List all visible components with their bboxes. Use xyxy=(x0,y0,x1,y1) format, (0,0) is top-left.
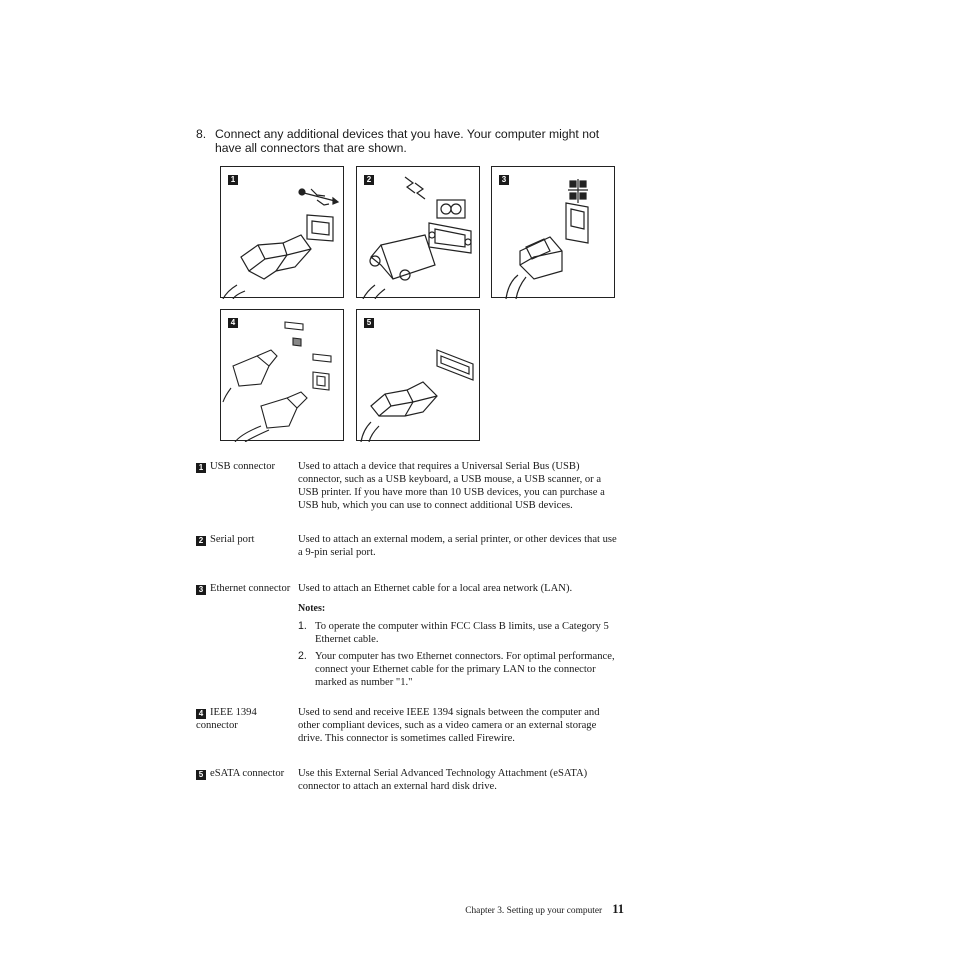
connector-row-esata xyxy=(196,767,626,797)
connector-term-label: Serial port xyxy=(210,534,255,545)
connector-description: Used to attach an external modem, a serial printer, or other devices that use a 9-pin serial port. xyxy=(298,534,617,558)
note-item xyxy=(298,620,623,646)
connector-term xyxy=(196,533,294,546)
callout-1: 1 xyxy=(196,463,206,473)
figure-callout-2: 2 xyxy=(364,175,374,185)
ethernet-connector-illustration xyxy=(492,167,616,299)
notes-heading: Notes: xyxy=(298,603,326,614)
esata-connector-illustration xyxy=(357,310,481,442)
connector-description: Used to attach an Ethernet cable for a local area network (LAN). xyxy=(298,583,573,594)
usb-connector-illustration xyxy=(221,167,345,299)
connector-term-label: eSATA connector xyxy=(210,768,285,779)
firewire-symbol-icon xyxy=(285,322,303,330)
figure-callout-4: 4 xyxy=(228,318,238,328)
connector-description-block xyxy=(298,582,623,693)
connector-row-ethernet xyxy=(196,582,626,692)
figure-panel-ieee1394 xyxy=(220,309,344,441)
page-number: 11 xyxy=(612,902,624,916)
callout-2: 2 xyxy=(196,536,206,546)
footer-chapter: Chapter 3. Setting up your computer xyxy=(465,906,603,916)
figure-panel-serial xyxy=(356,166,480,298)
connector-term-label: Ethernet connector xyxy=(210,583,291,594)
serial-connector-illustration xyxy=(357,167,481,299)
connector-term xyxy=(196,706,294,732)
connector-row-usb xyxy=(196,460,626,520)
connector-row-ieee1394 xyxy=(196,706,626,751)
connector-description: Use this External Serial Advanced Technology Attachment (eSATA) connector to attach an external hard disk drive. xyxy=(298,768,588,792)
serial-symbol-icon xyxy=(405,177,425,199)
note-text: Your computer has two Ethernet connectors. For optimal performance, connect your Ethernet cable for the primary LAN to the connector marked as number "1." xyxy=(315,651,615,688)
step-number: 8. xyxy=(196,127,207,141)
figure-callout-1: 1 xyxy=(228,175,238,185)
ieee1394-connector-illustration xyxy=(221,310,345,442)
note-number: 2. xyxy=(298,650,307,662)
connector-description: Used to attach a device that requires a Universal Serial Bus (USB) connector, such as a USB keyboard, a USB mouse, a USB scanner, or a USB printer. If you have more than 10 USB devices, you can purchase a USB hub, which you can use to connect additional USB devices. xyxy=(298,461,605,511)
note-number: 1. xyxy=(298,620,307,632)
connector-term xyxy=(196,460,294,473)
connector-term xyxy=(196,582,294,595)
callout-3: 3 xyxy=(196,585,206,595)
note-item xyxy=(298,650,623,689)
usb-symbol-icon xyxy=(304,189,335,205)
callout-5: 5 xyxy=(196,770,206,780)
figure-panel-usb xyxy=(220,166,344,298)
note-text: To operate the computer within FCC Class B limits, use a Category 5 Ethernet cable. xyxy=(315,621,609,645)
figure-callout-5: 5 xyxy=(364,318,374,328)
step-text: Connect any additional devices that you have. Your computer might not have all connectors that are shown. xyxy=(215,127,600,155)
figure-callout-3: 3 xyxy=(499,175,509,185)
connector-term-label: USB connector xyxy=(210,461,276,472)
connector-term xyxy=(196,767,294,780)
connector-row-serial xyxy=(196,533,626,563)
figure-panel-ethernet xyxy=(491,166,615,298)
figure-panel-esata xyxy=(356,309,480,441)
callout-4: 4 xyxy=(196,709,206,719)
connector-term-label: IEEE 1394 connector xyxy=(196,707,257,731)
notes-list xyxy=(298,620,623,689)
connector-description: Used to send and receive IEEE 1394 signals between the computer and other compliant devices, such as a video camera or an external storage drive. This connector is sometimes called Firewire. xyxy=(298,707,600,744)
page-footer xyxy=(400,902,624,917)
ethernet-symbol-icon xyxy=(568,179,588,203)
